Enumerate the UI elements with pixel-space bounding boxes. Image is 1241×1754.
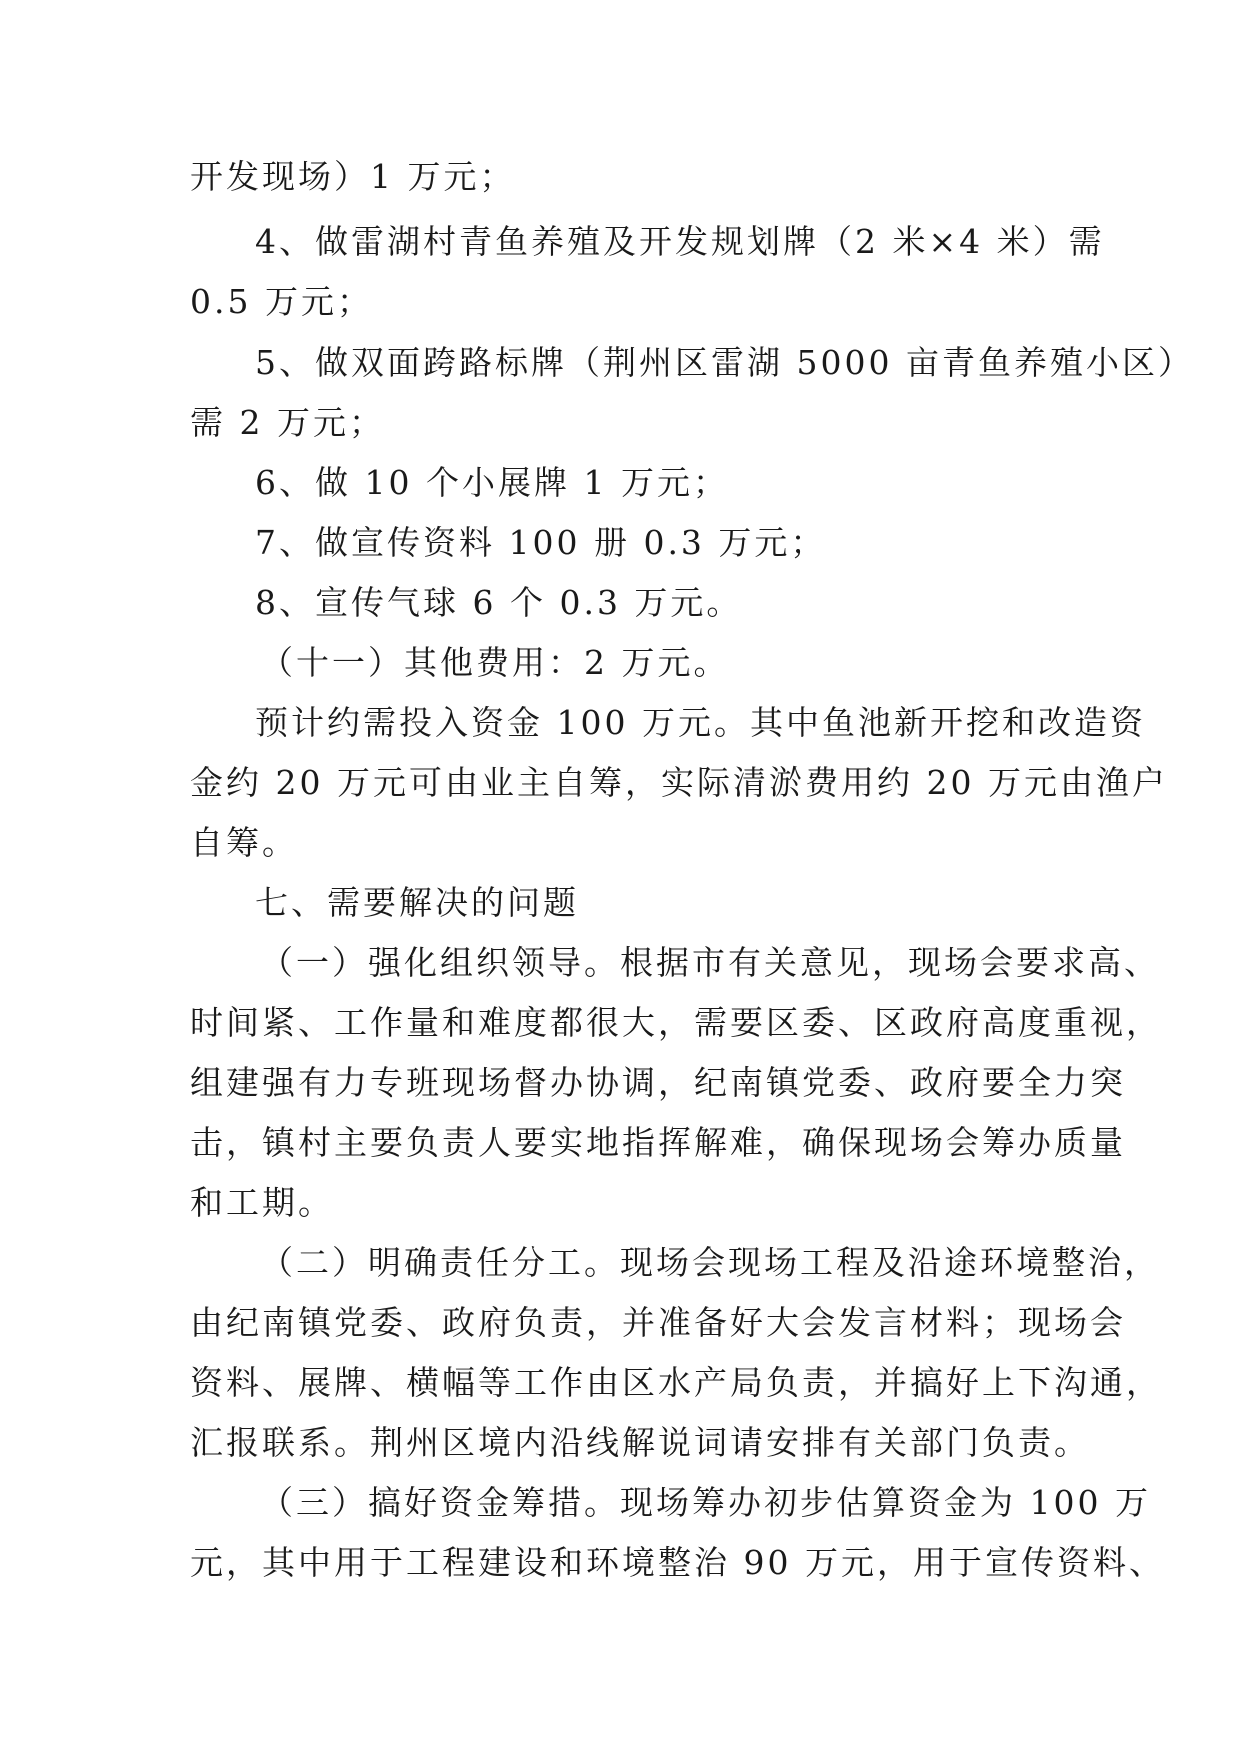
text-line: 7、做宣传资料 100 册 0.3 万元； bbox=[255, 523, 827, 562]
text-line: 开发现场）1 万元； bbox=[190, 157, 516, 196]
section-heading: 七、需要解决的问题 bbox=[255, 883, 579, 922]
text-line: 5、做双面跨路标牌（荆州区雷湖 5000 亩青鱼养殖小区） bbox=[255, 343, 1194, 382]
text-line: 资料、展牌、横幅等工作由区水产局负责，并搞好上下沟通， bbox=[190, 1363, 1162, 1402]
text-line: （十一）其他费用：2 万元。 bbox=[260, 643, 730, 682]
text-line: （三）搞好资金筹措。现场筹办初步估算资金为 100 万 bbox=[260, 1483, 1151, 1522]
text-line: 金约 20 万元可由业主自筹，实际清淤费用约 20 万元由渔户 bbox=[190, 763, 1168, 802]
text-line: 时间紧、工作量和难度都很大，需要区委、区政府高度重视， bbox=[190, 1003, 1162, 1042]
text-line: 自筹。 bbox=[190, 823, 298, 862]
text-line: 预计约需投入资金 100 万元。其中鱼池新开挖和改造资 bbox=[255, 703, 1146, 742]
text-line: 需 2 万元； bbox=[190, 403, 385, 442]
text-line: （一）强化组织领导。根据市有关意见，现场会要求高、 bbox=[260, 943, 1160, 982]
text-line: 由纪南镇党委、政府负责，并准备好大会发言材料；现场会 bbox=[190, 1303, 1126, 1342]
text-line: 汇报联系。荆州区境内沿线解说词请安排有关部门负责。 bbox=[190, 1423, 1090, 1462]
text-line: 和工期。 bbox=[190, 1183, 334, 1222]
text-line: 8、宣传气球 6 个 0.3 万元。 bbox=[255, 583, 743, 622]
text-line: 4、做雷湖村青鱼养殖及开发规划牌（2 米×4 米）需 bbox=[255, 222, 1105, 261]
text-line: 6、做 10 个小展牌 1 万元； bbox=[255, 463, 729, 502]
text-line: 0.5 万元； bbox=[190, 282, 373, 321]
text-line: （二）明确责任分工。现场会现场工程及沿途环境整治， bbox=[260, 1243, 1160, 1282]
text-line: 击，镇村主要负责人要实地指挥解难，确保现场会筹办质量 bbox=[190, 1123, 1126, 1162]
text-line: 元，其中用于工程建设和环境整治 90 万元，用于宣传资料、 bbox=[190, 1543, 1165, 1582]
text-line: 组建强有力专班现场督办协调，纪南镇党委、政府要全力突 bbox=[190, 1063, 1126, 1102]
